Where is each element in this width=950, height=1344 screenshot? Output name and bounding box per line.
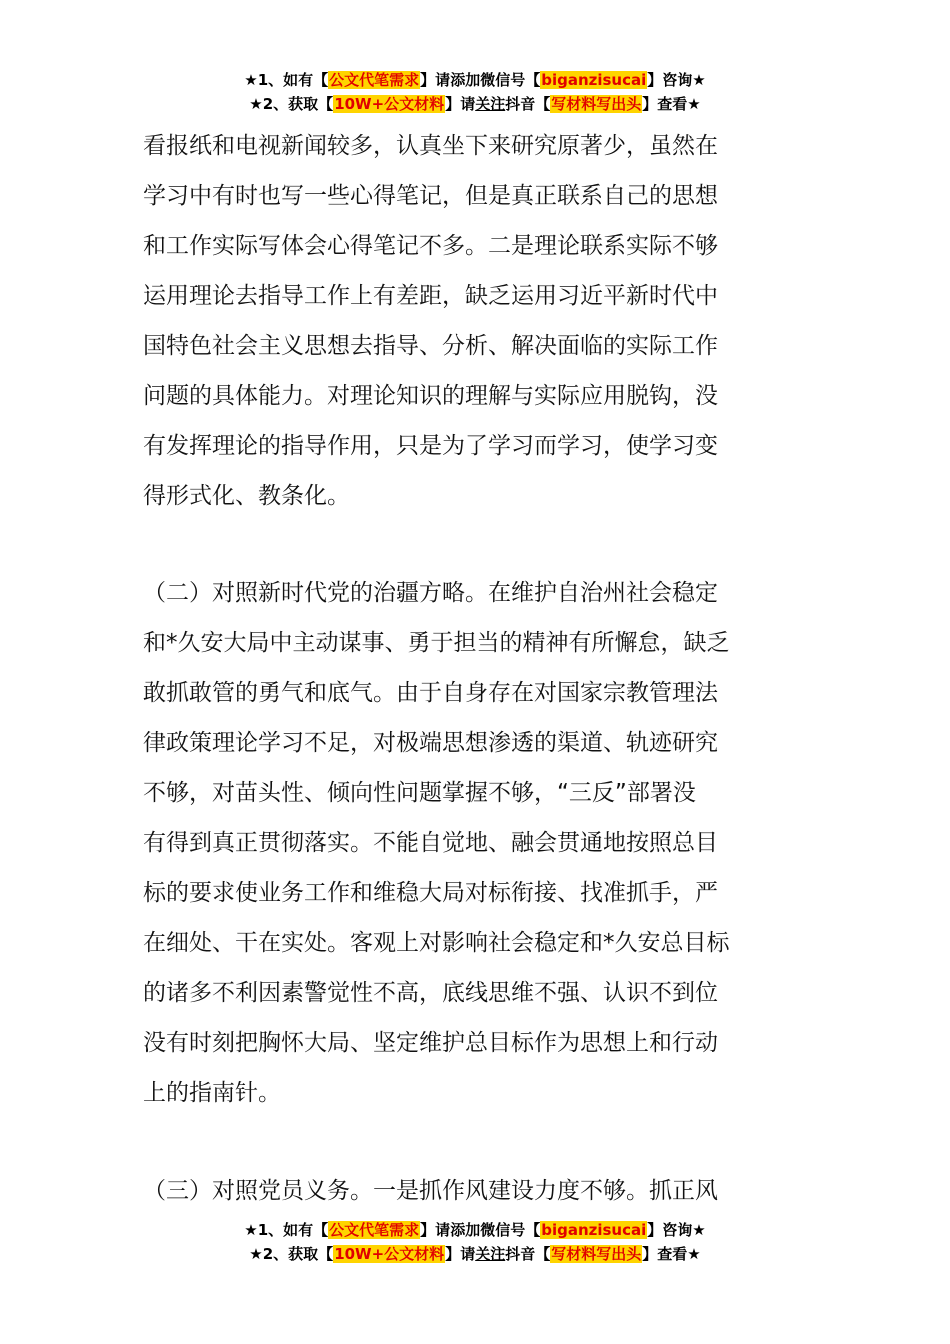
text-line: 有得到真正贯彻落实。不能自觉地、融会贯通地按照总目 <box>143 830 718 856</box>
banner-text: ★2、获取【 <box>249 1245 334 1263</box>
banner-highlight: 写材料写出头 <box>551 95 642 113</box>
banner-text: 抖音【 <box>505 95 551 113</box>
text-line: 学习中有时也写一些心得笔记，但是真正联系自己的思想 <box>143 183 718 209</box>
banner-highlight: 写材料写出头 <box>551 1245 642 1263</box>
banner-highlight: biganzisucai <box>541 1221 647 1239</box>
text-line: 律政策理论学习不足，对极端思想渗透的渠道、轨迹研究 <box>143 730 718 756</box>
banner-line-2 <box>0 92 950 116</box>
paragraph-1 <box>143 121 808 521</box>
text-line: 有发挥理论的指导作用，只是为了学习而学习，使学习变 <box>143 433 718 459</box>
paragraph-2 <box>143 568 808 1118</box>
banner-highlight: 公文代笔需求 <box>329 1221 420 1239</box>
text-line: 和工作实际写体会心得笔记不多。二是理论联系实际不够 <box>143 233 718 259</box>
text-line: 在细处、干在实处。客观上对影响社会稳定和*久安总目标 <box>143 930 730 956</box>
banner-text: 】查看★ <box>642 95 701 113</box>
banner-text: 微信号【 <box>480 1221 541 1239</box>
text-line: 和*久安大局中主动谋事、勇于担当的精神有所懈怠，缺乏 <box>143 630 730 656</box>
banner-emphasis: 添加 <box>450 1221 481 1239</box>
text-line: 不够，对苗头性、倾向性问题掌握不够，“三反”部署没 <box>143 780 696 806</box>
text-line: 运用理论去指导工作上有差距，缺乏运用习近平新时代中 <box>143 283 718 309</box>
banner-highlight: 10W+公文材料 <box>334 95 445 113</box>
text-line: 标的要求使业务工作和维稳大局对标衔接、找准抓手，严 <box>143 880 718 906</box>
banner-emphasis: 关注 <box>475 1245 506 1263</box>
text-line: 上的指南针。 <box>143 1080 281 1106</box>
banner-emphasis: 关注 <box>475 95 506 113</box>
banner-line-1 <box>0 1218 950 1242</box>
banner-text: ★1、如有【 <box>244 1221 329 1239</box>
banner-text: 】请 <box>445 95 476 113</box>
banner-text: ★1、如有【 <box>244 71 329 89</box>
banner-text: ★2、获取【 <box>249 95 334 113</box>
header-banner <box>0 68 950 116</box>
text-line: （二）对照新时代党的治疆方略。在维护自治州社会稳定 <box>143 580 718 606</box>
text-line: 没有时刻把胸怀大局、坚定维护总目标作为思想上和行动 <box>143 1030 718 1056</box>
banner-text: 】请 <box>420 1221 451 1239</box>
paragraph-3 <box>143 1166 808 1216</box>
banner-text: 】请 <box>420 71 451 89</box>
banner-highlight: 公文代笔需求 <box>329 71 420 89</box>
text-line: 敢抓敢管的勇气和底气。由于自身存在对国家宗教管理法 <box>143 680 718 706</box>
banner-text: 】查看★ <box>642 1245 701 1263</box>
text-line: 看报纸和电视新闻较多，认真坐下来研究原著少，虽然在 <box>143 133 718 159</box>
banner-text: 】咨询★ <box>647 71 706 89</box>
banner-emphasis: 添加 <box>450 71 481 89</box>
banner-text: 微信号【 <box>480 71 541 89</box>
text-line: （三）对照党员义务。一是抓作风建设力度不够。抓正风 <box>143 1178 718 1204</box>
banner-highlight: 10W+公文材料 <box>334 1245 445 1263</box>
text-line: 得形式化、教条化。 <box>143 483 350 509</box>
text-line: 问题的具体能力。对理论知识的理解与实际应用脱钩，没 <box>143 383 718 409</box>
banner-text: 】咨询★ <box>647 1221 706 1239</box>
text-line: 的诸多不利因素警觉性不高，底线思维不强、认识不到位 <box>143 980 718 1006</box>
banner-text: 】请 <box>445 1245 476 1263</box>
banner-highlight: biganzisucai <box>541 71 647 89</box>
banner-text: 抖音【 <box>505 1245 551 1263</box>
text-line: 国特色社会主义思想去指导、分析、解决面临的实际工作 <box>143 333 718 359</box>
footer-banner <box>0 1218 950 1266</box>
banner-line-1 <box>0 68 950 92</box>
banner-line-2 <box>0 1242 950 1266</box>
